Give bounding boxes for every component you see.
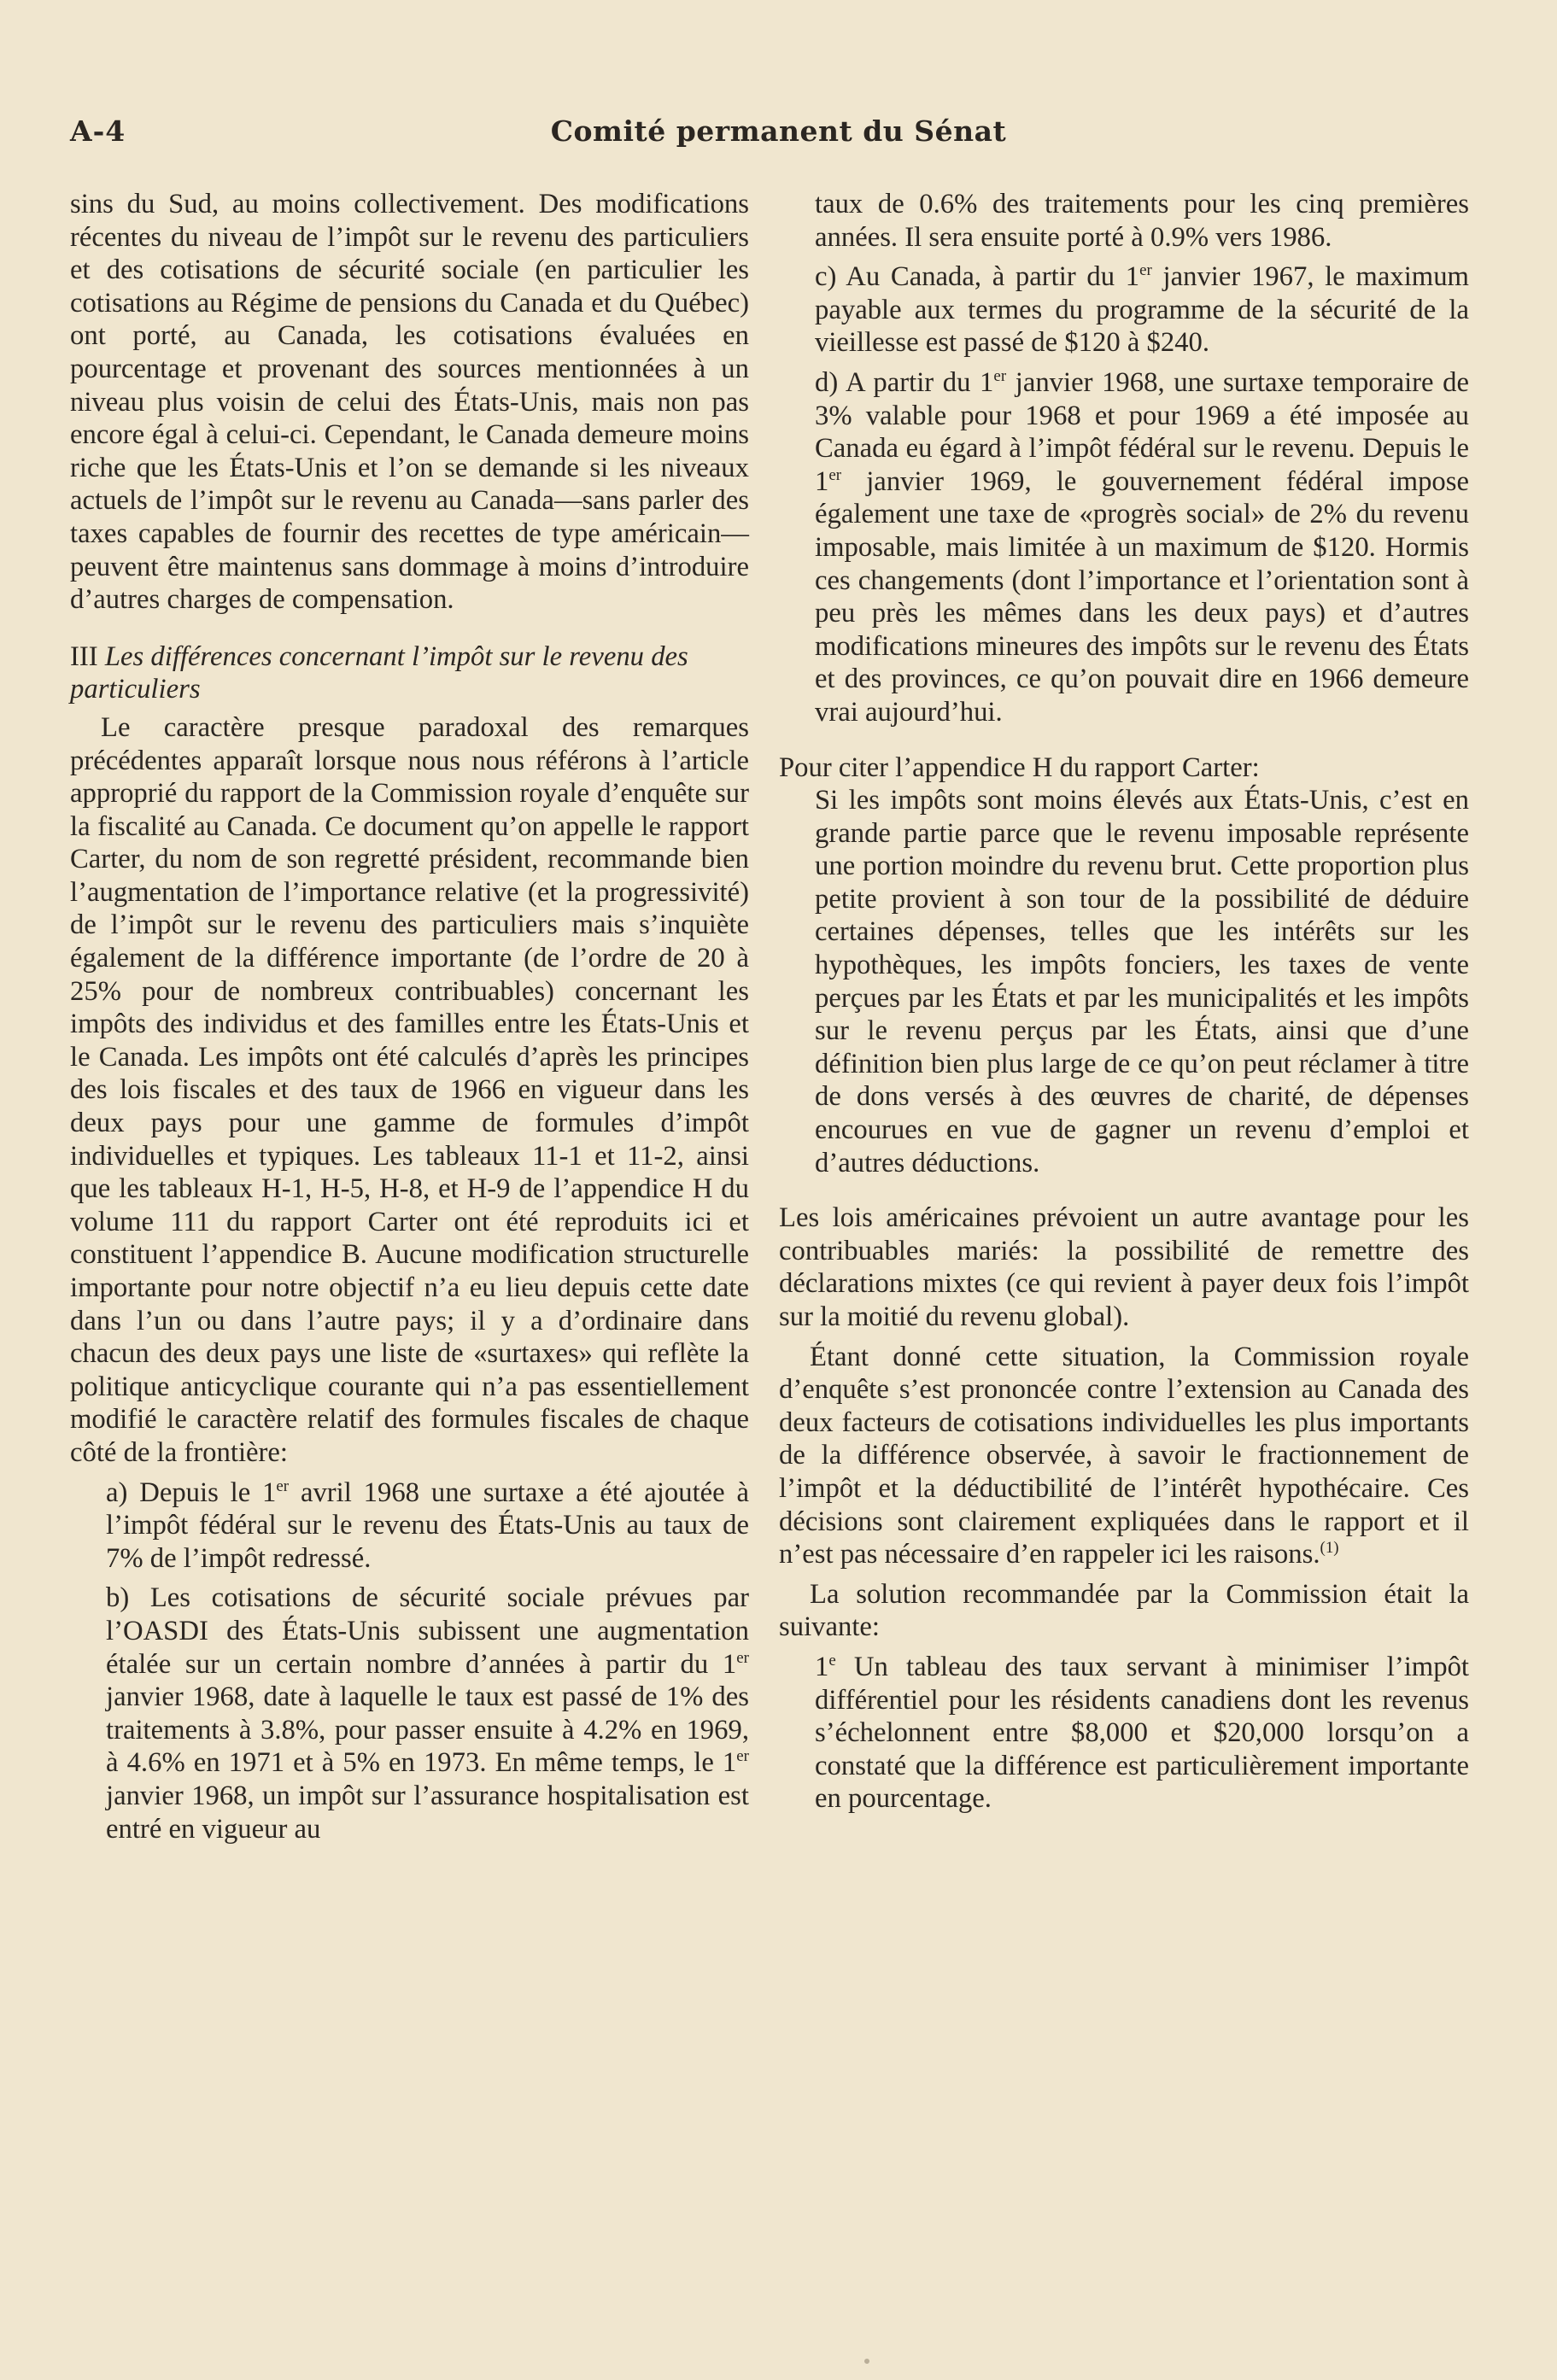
list-item-1-number: 1 <box>815 1651 829 1682</box>
section-heading <box>70 640 749 706</box>
page-dot <box>864 2359 869 2364</box>
page-header <box>70 114 1487 152</box>
section-number: III <box>70 640 98 672</box>
list-item-c-text-cont: janvier 1967, le maximum payable aux termes du programme de la sécurité de la vieillesse est passé de $120 à $240. <box>815 261 1469 359</box>
superscript: e <box>828 1652 836 1670</box>
superscript: er <box>1139 261 1152 280</box>
superscript: er <box>736 1648 749 1667</box>
list-item-b-text: b) Les cotisations de sécurité sociale prévues par l’OASDI des États-Unis subissent une augmentation étalée sur un certain nombre d’années à partir du 1 <box>106 1582 749 1680</box>
list-item-1-text: Un tableau des taux servant à minimiser l’impôt différentiel pour les résidents canadiens dont les revenus s’échelonnent entre $8,000 et $20,000 lorsqu’on a constaté que la différence est particulièrement importante en pourcentage. <box>815 1651 1469 1815</box>
list-item-d-text-cont: janvier 1969, le gouvernement fédéral impose également une taxe de «progrès social» de 2% du revenu imposable, mais limitée à un maximum de $120. Hormis ces changements (dont l’importance et l’orientation sont à peu près les mêmes dans les deux pays) et d’autres modifications mineures des impôts sur le revenu des États et des provinces, ce qu’on pouvait dire en 1966 demeure vrai aujourd’hui. <box>815 465 1469 728</box>
list-item-c-text: c) Au Canada, à partir du 1 <box>815 261 1140 293</box>
list-item-d <box>779 366 1469 729</box>
list-item-b-continued: taux de 0.6% des traitements pour les cinq premières années. Il sera ensuite porté à 0.9% vers 1986. <box>815 189 1469 253</box>
left-column <box>70 188 749 1845</box>
paragraph-continued: sins du Sud, au moins collectivement. Des modifications récentes du niveau de l’impôt sur le revenu des particuliers et des cotisations de sécurité sociale (en particulier les cotisations au Régime de pensions du Canada et du Québec) ont porté, au Canada, les cotisations évaluées en pourcentage et provenant des sources mentionnées à un niveau plus voisin de celui des États-Unis, mais non pas encore égal à celui-ci. Cependant, le Canada demeure moins riche que les États-Unis et l’on se demande si les niveaux actuels de l’impôt sur le revenu au Canada—sans parler des taxes capables de fournir des recettes de type américain—peuvent être maintenus sans dommage à moins d’introduire d’autres charges de compensation. <box>70 189 749 616</box>
footnote-marker: (1) <box>1320 1539 1339 1558</box>
list-item-1 <box>779 1651 1469 1816</box>
carter-quote: Si les impôts sont moins élevés aux États-Unis, c’est en grande partie parce que le revenu imposable représente une portion moindre du revenu brut. Cette proportion plus petite provient à son tour de la possibilité de déduire certaines dépenses, telles que les intérêts sur les hypothèques, les impôts fonciers, les taxes de vente perçues par les États et par les municipalités et les impôts sur le revenu perçus par les États, ainsi que d’une définition bien plus large de ce qu’on peut réclamer à titre de dons versés à des œuvres de charité, de dépenses encourues en vue de gagner un revenu d’emploi et d’autres déductions. <box>815 785 1469 1178</box>
list-item-b <box>70 1582 749 1845</box>
paragraph-us-law: Les lois américaines prévoient un autre avantage pour les contribuables mariés: la possibilité de remettre des déclarations mixtes (ce qui revient à payer deux fois l’impôt sur la moitié du revenu global). <box>779 1202 1469 1332</box>
paragraph-solution: La solution recommandée par la Commission était la suivante: <box>779 1578 1469 1643</box>
list-item-d-text: d) A partir du 1 <box>815 366 994 398</box>
list-item-a <box>70 1477 749 1576</box>
superscript: er <box>736 1747 749 1766</box>
superscript: er <box>993 367 1007 386</box>
superscript: er <box>276 1477 290 1495</box>
list-item-b-text-mid: janvier 1968, date à laquelle le taux est passé de 1% des traitements à 3.8%, pour passer ensuite à 4.2% en 1969, à 4.6% en 1971 et à 5% en 1973. En même temps, le 1 <box>106 1681 749 1779</box>
right-column <box>779 188 1469 1816</box>
list-item-d-text-mid: janvier 1968, une surtaxe temporaire de 3% valable pour 1968 et pour 1969 a été imposée au Canada eu égard à l’impôt fédéral sur le revenu. Depuis le 1 <box>815 366 1469 497</box>
paragraph-commission-text: Étant donné cette situation, la Commission royale d’enquête s’est prononcée contre l’extension au Canada des deux facteurs de cotisations individuelles les plus importants de la différence observée, à savoir le fractionnement de l’impôt et la déductibilité de l’intérêt hypothécaire. Ces décisions sont clairement expliquées dans le rapport et il n’est pas nécessaire d’en rappeler ici les raisons. <box>779 1341 1469 1570</box>
running-title: Comité permanent du Sénat <box>550 114 1007 148</box>
list-item-b-text-cont: janvier 1968, un impôt sur l’assurance hospitalisation est entré en vigueur au <box>106 1780 749 1845</box>
list-item-a-text-cont: avril 1968 une surtaxe a été ajoutée à l’impôt fédéral sur le revenu des États-Unis au taux de 7% de l’impôt redressé. <box>106 1477 750 1574</box>
paragraph-commission-position <box>779 1341 1469 1571</box>
list-item-a-text: a) Depuis le 1 <box>106 1477 277 1508</box>
section-title: Les différences concernant l’impôt sur le revenu des particuliers <box>70 640 688 705</box>
page-folio: A-4 <box>70 114 126 148</box>
paragraph-carter-report: Le caractère presque paradoxal des remarques précédentes apparaît lorsque nous nous référons à l’article approprié du rapport de la Commission royale d’enquête sur la fiscalité au Canada. Ce document qu’on appelle le rapport Carter, du nom de son regretté président, recommande bien l’augmentation de l’importance relative (et la progressivité) de l’impôt sur le revenu des particuliers mais s’inquiète également de la différence importante (de l’ordre de 20 à 25% pour de nombreux contribuables) concernant les impôts des individus et des familles entre les États-Unis et le Canada. Les impôts ont été calculés d’après les principes des lois fiscales et des taux de 1966 en vigueur dans les deux pays pour une gamme de formules d’impôt individuelles et typiques. Les tableaux 11-1 et 11-2, ainsi que les tableaux H-1, H-5, H-8, et H-9 de l’appendice H du volume 111 du rapport Carter ont été reproduits ici et constituent l’appendice B. Aucune modification structurelle importante pour notre objectif n’a eu lieu depuis cette date dans l’un ou dans l’autre pays; il y a d’ordinaire dans chacun des deux pays une liste de «surtaxes» qui reflète la politique anticyclique courante qui n’a pas essentiellement modifié le caractère relatif des formules fiscales de chaque côté de la frontière: <box>70 711 749 1468</box>
list-item-c <box>779 260 1469 360</box>
carter-quote-intro: Pour citer l’appendice H du rapport Carter: <box>779 751 1260 783</box>
superscript: er <box>828 465 842 484</box>
